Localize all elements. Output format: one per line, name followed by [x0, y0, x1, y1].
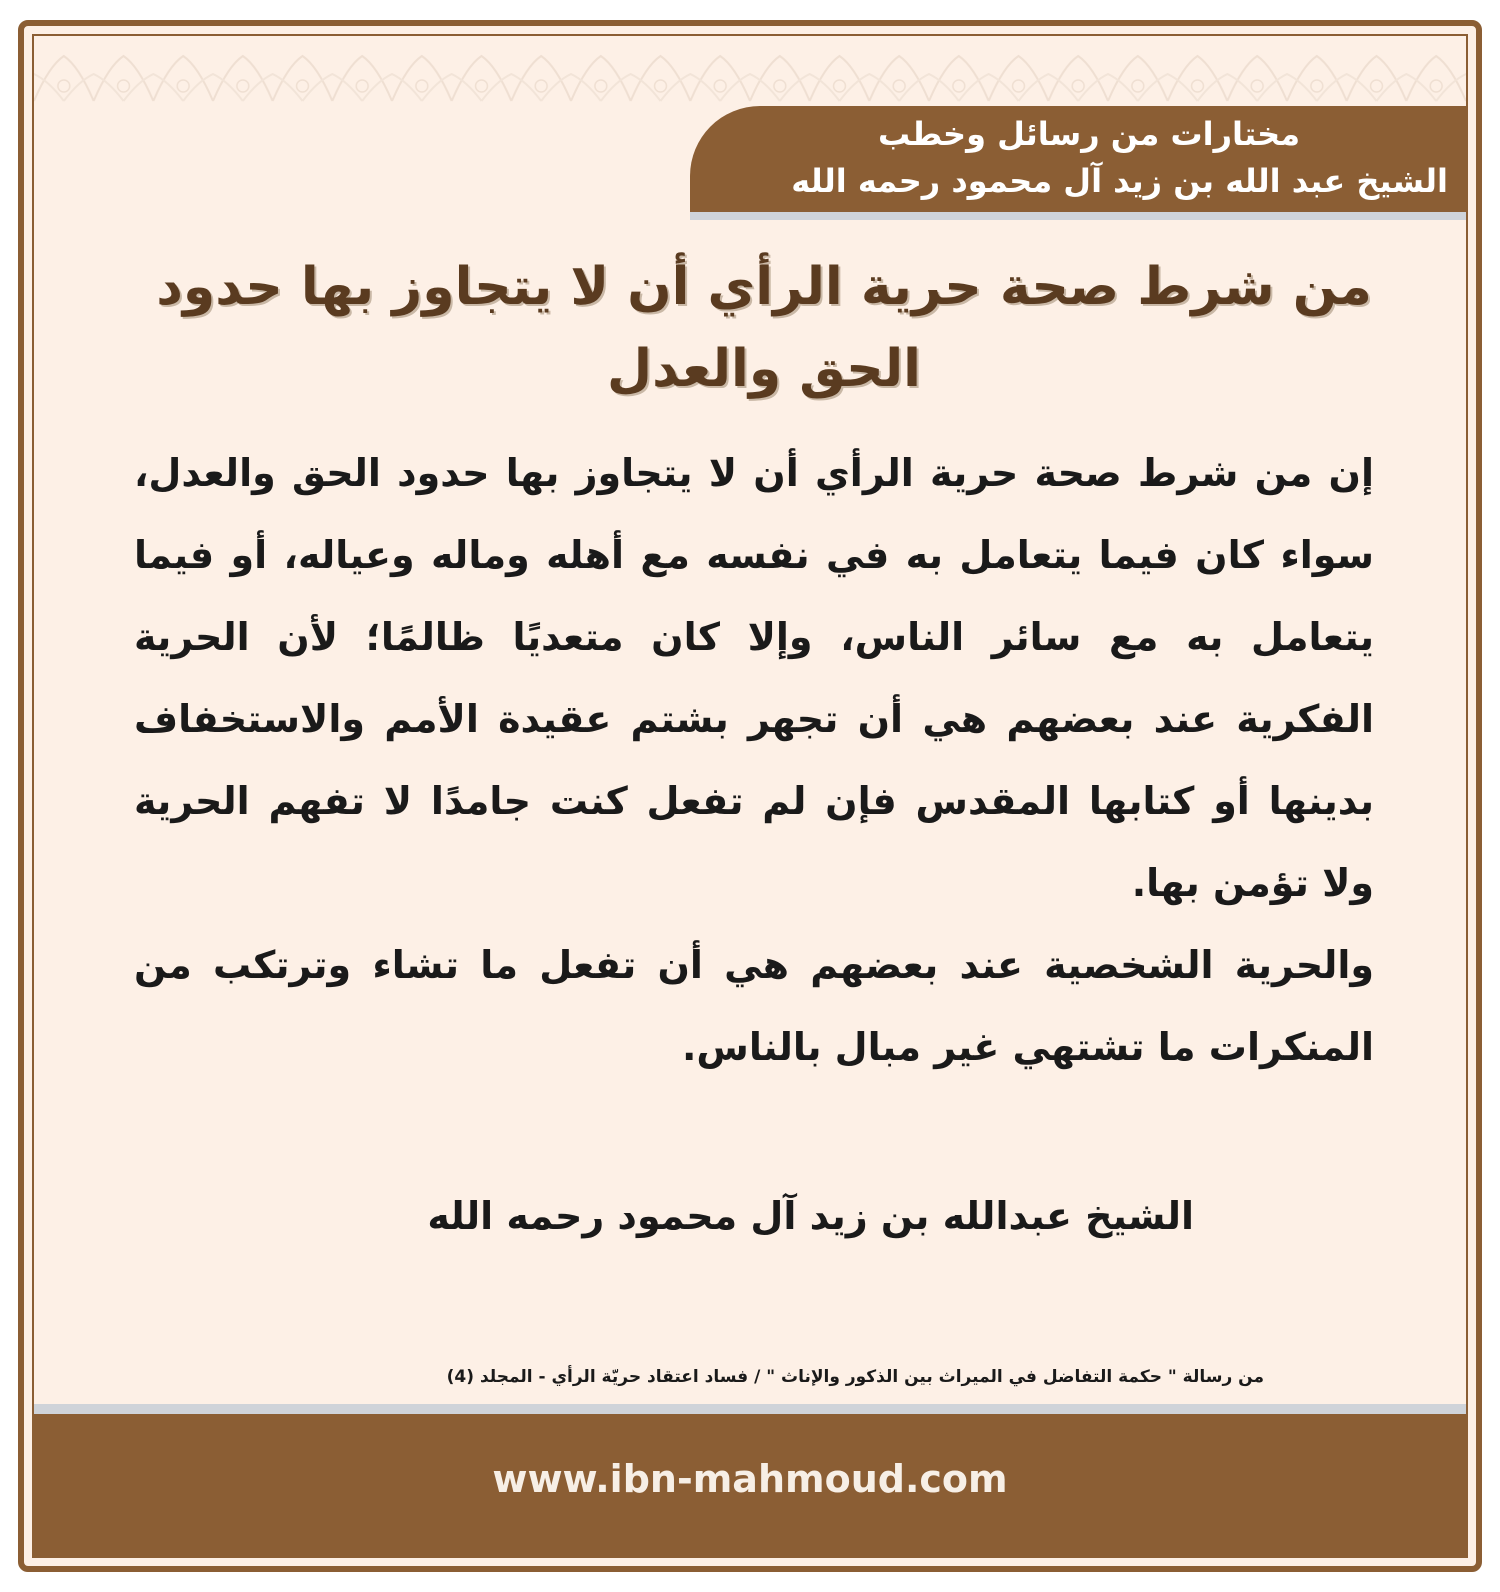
article-body — [134, 432, 1374, 1088]
website-link[interactable]: www.ibn-mahmoud.com — [492, 1457, 1008, 1501]
footer-bar — [34, 1414, 1466, 1556]
header-banner — [690, 106, 1466, 212]
decorative-pattern-icon — [34, 46, 1466, 106]
outer-frame — [18, 20, 1482, 1572]
paragraph: إن من شرط صحة حرية الرأي أن لا يتجاوز بها حدود الحق والعدل، سواء كان فيما يتعامل به في نفسه مع أهله وماله وعياله، أو فيما يتعامل به مع سائر الناس، وإلا كان متعديًا ظالمًا؛ لأن الحرية الفكرية عند بعضهم هي أن تجهر بشتم عقيدة الأمم والاستخفاف بدينها أو كتابها المقدس فإن لم تفعل كنت جامدًا لا تفهم الحرية ولا تؤمن بها. — [134, 451, 1374, 905]
card — [32, 34, 1468, 1558]
author-name-header: الشيخ عبد الله بن زيد آل محمود رحمه الله — [791, 162, 1448, 200]
page-title: من شرط صحة حرية الرأي أن لا يتجاوز بها حدود الحق والعدل — [156, 257, 1372, 399]
source-citation: من رسالة " حكمة التفاضل في الميراث بين الذكور والإناث " / فساد اعتقاد حريّة الرأي - المجلد (4) — [446, 1367, 1264, 1387]
paragraph: والحرية الشخصية عند بعضهم هي أن تفعل ما تشاء وترتكب من المنكرات ما تشتهي غير مبال بالناس. — [134, 943, 1374, 1069]
signature: الشيخ عبدالله بن زيد آل محمود رحمه الله — [427, 1194, 1194, 1238]
series-title: مختارات من رسائل وخطب — [877, 115, 1300, 153]
